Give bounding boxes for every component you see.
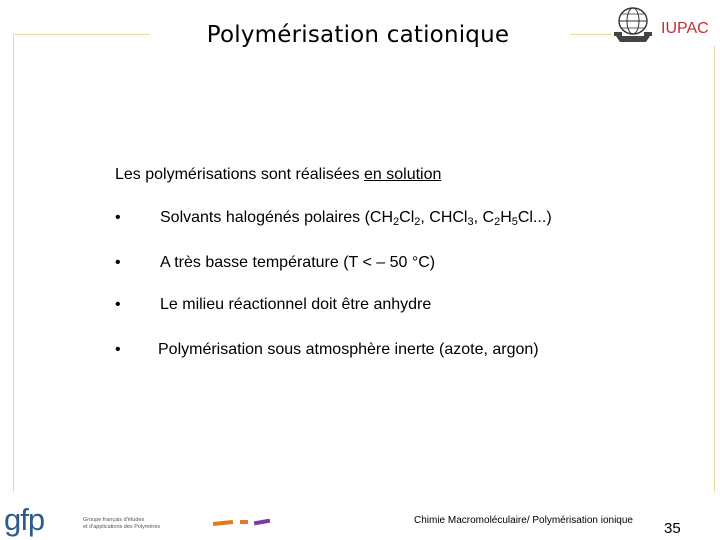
bullet-text: Cl...)	[517, 209, 552, 226]
bullet-anhydre	[160, 296, 431, 314]
bullet-marker: •	[115, 209, 121, 226]
bullet-text: , CHCl	[420, 209, 468, 226]
gfp-subtitle-line1: Groupe français d'études	[83, 517, 145, 523]
bullet-solvants	[160, 209, 552, 228]
bullet-text: Cl	[399, 209, 415, 226]
intro-prefix: Les polymérisations sont réalisées	[115, 166, 365, 183]
bullet-text: , C	[473, 209, 495, 226]
bullet-text: H	[500, 209, 512, 226]
subscript: 5	[511, 216, 518, 228]
subscript: 2	[494, 216, 501, 228]
gfp-subtitle-line2: et d'applications des Polymères	[83, 524, 161, 530]
intro-underlined: en solution	[364, 166, 442, 183]
bullet-marker: •	[115, 341, 121, 358]
subscript: 2	[414, 216, 421, 228]
decorative-dash	[240, 520, 248, 524]
bullet-text: A très basse température (T < – 50 °C)	[160, 254, 436, 271]
course-footer: Chimie Macromoléculaire/ Polymérisation ionique	[414, 515, 633, 526]
intro-text	[115, 166, 441, 184]
bullet-text: Polymérisation sous atmosphère inerte (azote, argon)	[158, 341, 539, 358]
bullet-atmosphere	[158, 341, 539, 359]
subscript: 3	[467, 216, 474, 228]
bullet-marker: •	[115, 296, 121, 313]
bullet-text: Solvants halogénés polaires (CH	[160, 209, 394, 226]
gfp-logo: gfp	[4, 502, 45, 537]
bullet-text: Le milieu réactionnel doit être anhydre	[160, 296, 432, 313]
slide-title: Polymérisation cationique	[206, 22, 510, 48]
iupac-logo	[612, 6, 716, 46]
subscript: 2	[393, 216, 400, 228]
bullet-marker: •	[115, 254, 121, 271]
slide-frame	[13, 34, 715, 522]
gfp-subtitle	[83, 517, 160, 531]
bullet-temperature	[160, 254, 435, 272]
page-number: 35	[664, 520, 681, 537]
iupac-label: IUPAC	[661, 20, 709, 37]
globe-icon	[612, 6, 658, 44]
